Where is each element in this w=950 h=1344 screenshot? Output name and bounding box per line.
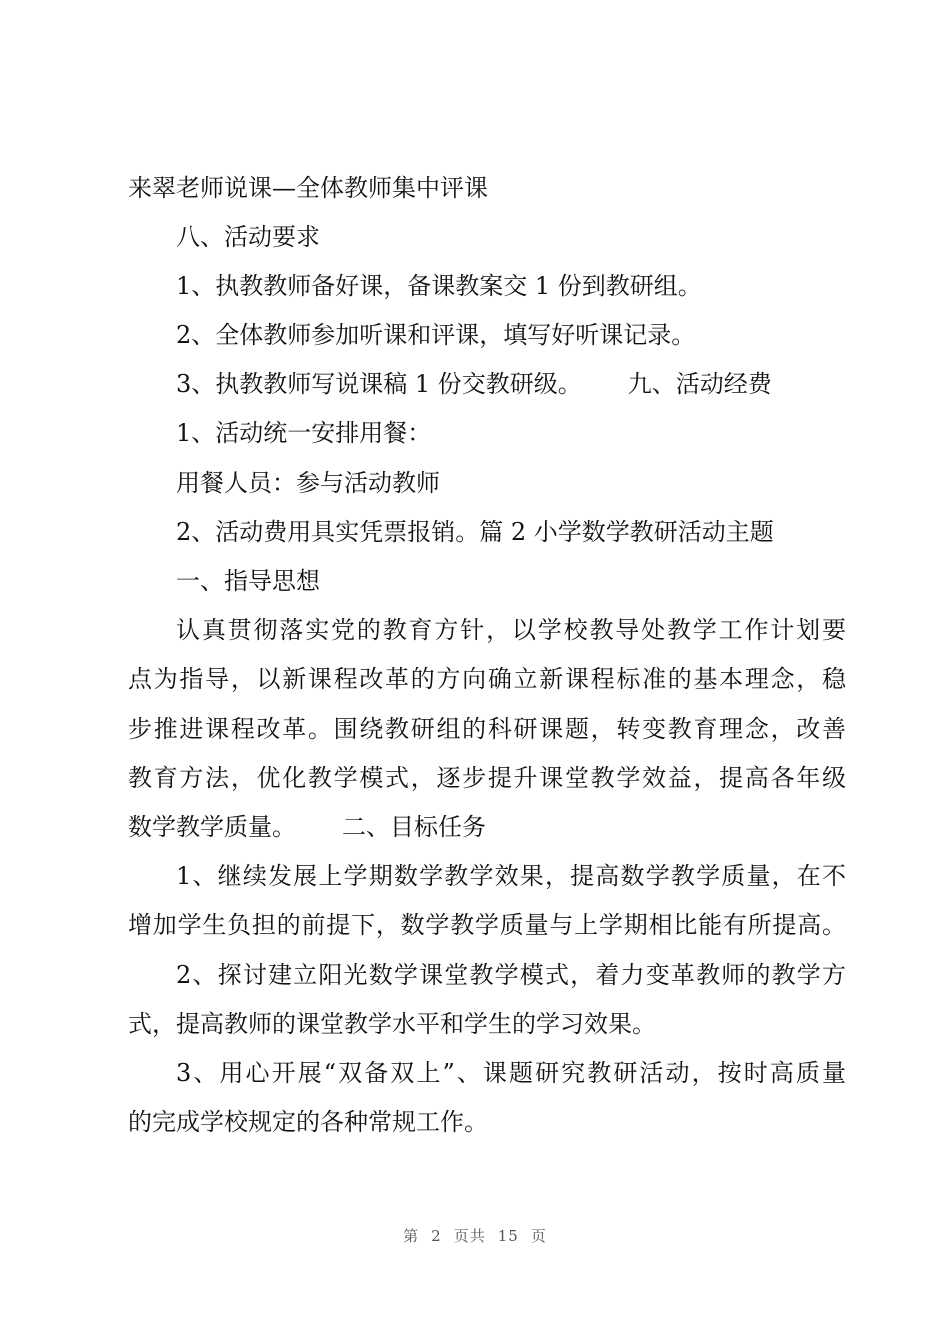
text-line: 2、全体教师参加听课和评课，填写好听课记录。 [176,321,696,349]
text-line [0,368,950,400]
text-line: 的完成学校规定的各种常规工作。 [128,1108,488,1136]
text-line: 1、执教教师备好课，备课教案交 1 份到教研组。 [176,272,702,300]
section-heading: 一、指导思想 [176,567,320,595]
text-line: 认真贯彻落实党的教育方针，以学校教导处教学工作计划要 [176,616,846,644]
text-line: 增加学生负担的前提下，数学教学质量与上学期相比能有所提高。 [128,911,846,939]
footer-middle: 页共 [453,1227,486,1245]
page-total: 15 [497,1227,519,1245]
text-line: 式，提高教师的课堂教学水平和学生的学习效果。 [128,1010,656,1038]
text-line: 3、用心开展“双备双上”、课题研究教研活动，按时高质量 [176,1059,846,1087]
text-line: 1、活动统一安排用餐： [176,419,432,447]
text-segment: 数学教学质量。 [128,813,296,841]
text-segment: 3、执教教师写说课稿 1 份交教研级。 [176,370,582,398]
page-number: 2 [431,1227,442,1245]
text-line: 2、探讨建立阳光数学课堂教学模式，着力变革教师的教学方 [176,961,846,989]
text-line: 用餐人员：参与活动教师 [176,469,440,497]
section-heading: 二、目标任务 [342,813,486,841]
text-line [0,811,950,843]
text-line: 2、活动费用具实凭票报销。篇 2 小学数学教研活动主题 [176,518,774,546]
footer-suffix: 页 [530,1227,547,1245]
page-footer [0,1226,950,1246]
text-line: 来翠老师说课—全体教师集中评课 [128,174,488,202]
section-heading: 九、活动经费 [627,370,772,398]
text-line: 点为指导，以新课程改革的方向确立新课程标准的基本理念，稳 [128,665,846,693]
text-line: 步推进课程改革。围绕教研组的科研课题，转变教育理念，改善 [128,715,846,743]
text-line: 1、继续发展上学期数学教学效果，提高数学教学质量，在不 [176,862,846,890]
text-line: 教育方法，优化教学模式，逐步提升课堂教学效益，提高各年级 [128,764,846,792]
footer-prefix: 第 [403,1227,420,1245]
section-heading: 八、活动要求 [176,223,320,251]
